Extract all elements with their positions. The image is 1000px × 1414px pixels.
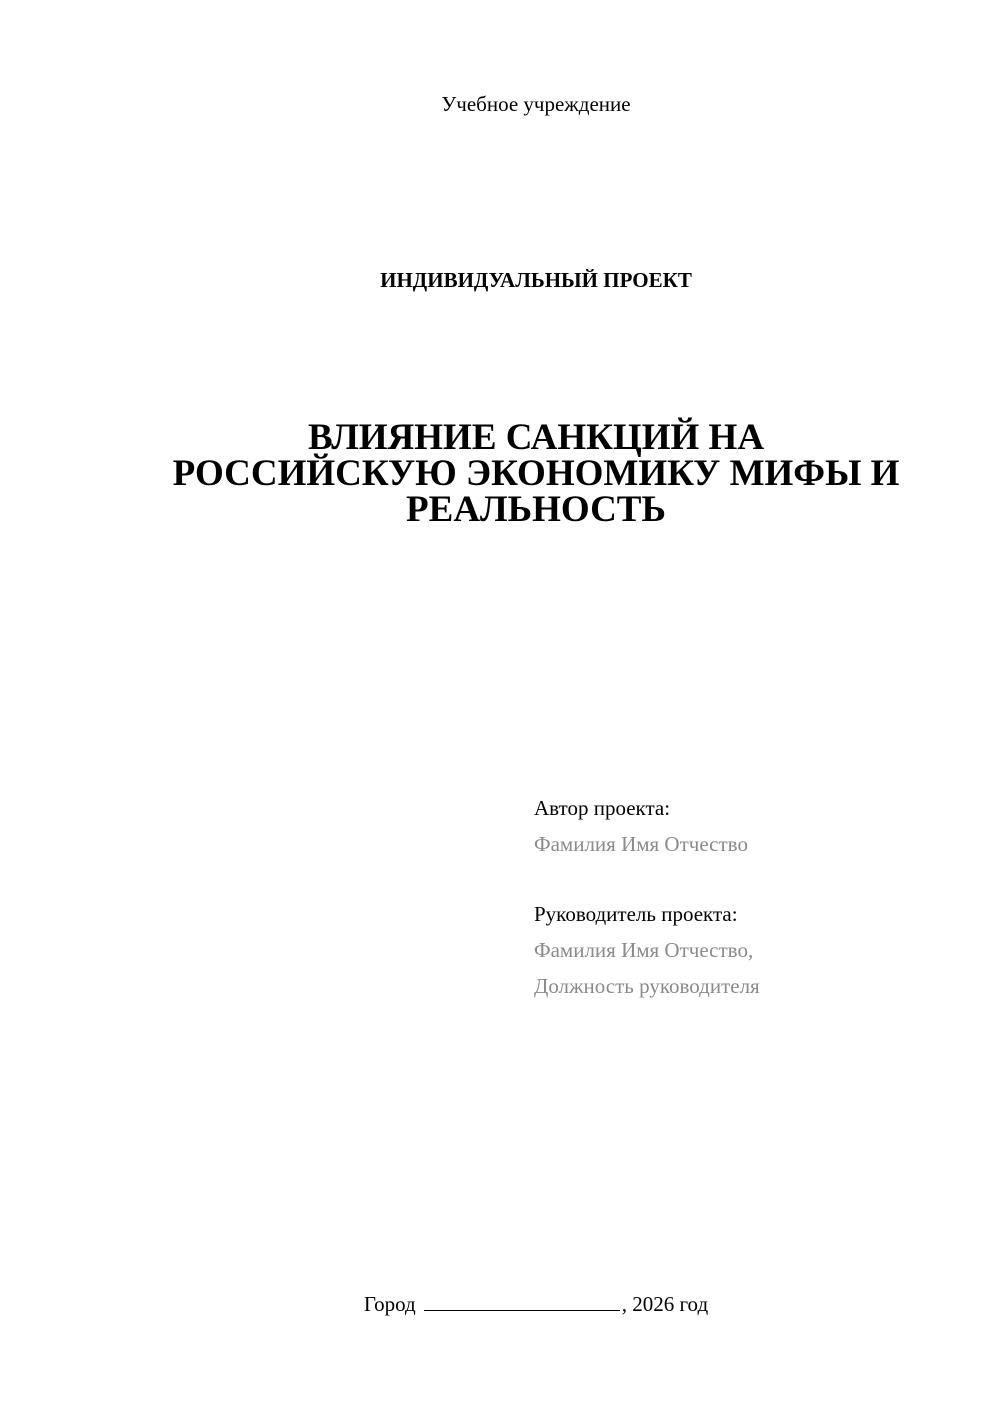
authors-block-spacer — [534, 862, 974, 896]
author-name-placeholder: Фамилия Имя Отчество — [534, 832, 748, 856]
supervisor-name-placeholder: Фамилия Имя Отчество, — [534, 938, 754, 962]
project-title-line-2: РОССИЙСКУЮ ЭКОНОМИКУ МИФЫ И — [172, 453, 900, 494]
city-blank-line — [424, 1290, 620, 1311]
project-type-heading: ИНДИВИДУАЛЬНЫЙ ПРОЕКТ — [380, 268, 692, 292]
city-label: Город — [363, 1292, 416, 1316]
supervisor-position-placeholder: Должность руководителя — [534, 974, 760, 998]
city-year-line — [0, 1290, 1000, 1317]
institution-name: Учебное учреждение — [441, 92, 631, 116]
authors-block — [534, 790, 974, 1004]
project-title-line-3: РЕАЛЬНОСТЬ — [406, 489, 666, 530]
year-text: , 2026 год — [621, 1292, 709, 1316]
author-label: Автор проекта: — [534, 796, 671, 820]
project-title — [130, 417, 942, 530]
supervisor-label: Руководитель проекта: — [534, 902, 738, 926]
project-title-line-1: ВЛИЯНИЕ САНКЦИЙ НА — [307, 417, 765, 458]
